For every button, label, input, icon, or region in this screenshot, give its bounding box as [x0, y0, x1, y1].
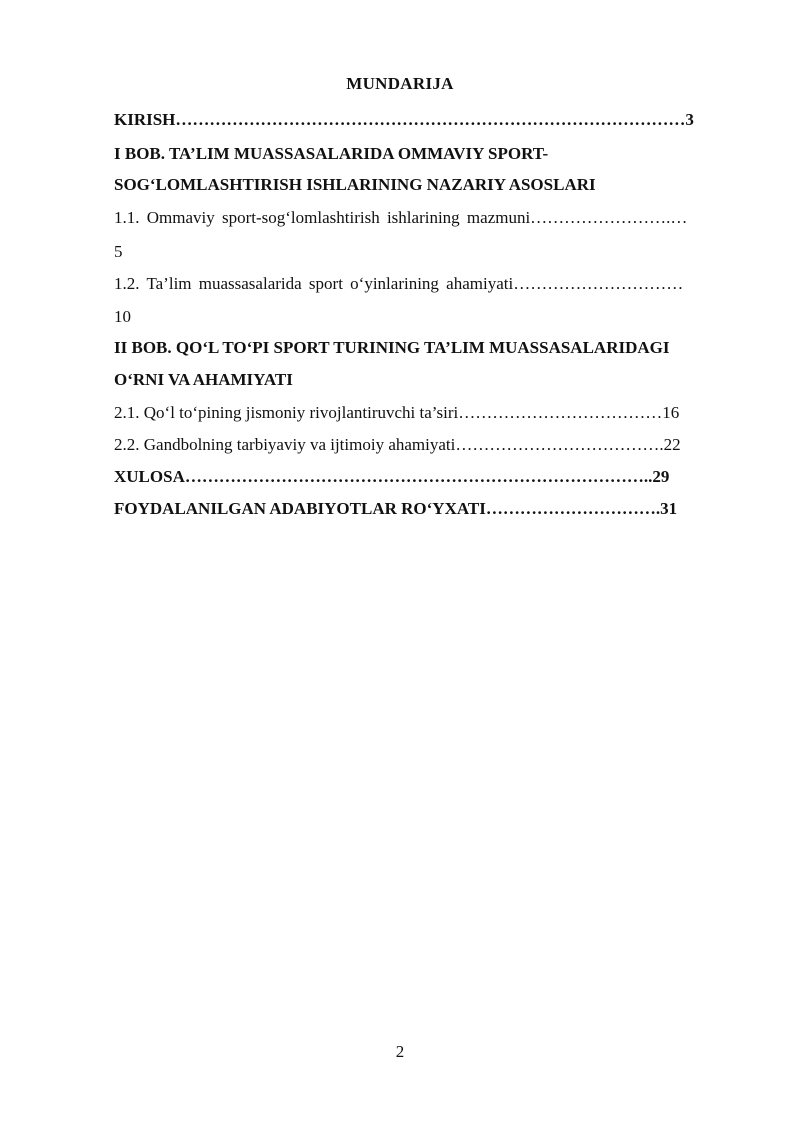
page-number: 2	[395, 1042, 405, 1061]
document-title: MUNDARIJA	[346, 74, 454, 93]
toc-entry-references: FOYDALANILGAN ADABIYOTLAR RO‘YXATI………………………….31	[114, 499, 678, 518]
toc-entry-section-1-2: 1.2. Ta’lim muassasalarida sport o‘yinlarining ahamiyati…………………………	[114, 274, 684, 293]
toc-entry-section-2-1: 2.1. Qo‘l to‘pining jismoniy rivojlantiruvchi ta’siri………………………………16	[114, 403, 680, 422]
toc-entry-chapter-2-line-1: II BOB. QO‘L TO‘PI SPORT TURINING TA’LIM MUASSASALARIDAGI	[114, 338, 670, 357]
toc-entry-chapter-2-line-2: O‘RNI VA AHAMIYATI	[114, 370, 293, 389]
toc-entry-section-1-2-page: 10	[114, 307, 131, 326]
toc-entry-kirish: KIRISH………………………………………………………………………………3	[114, 110, 694, 129]
toc-entry-xulosa: XULOSA………………………………………………………………………..29	[114, 467, 670, 486]
toc-entry-section-1-1: 1.1. Ommaviy sport-sog‘lomlashtirish ishlarining mazmuni…………………….…	[114, 208, 688, 227]
toc-entry-chapter-1-line-2: SOG‘LOMLASHTIRISH ISHLARINING NAZARIY ASOSLARI	[114, 175, 596, 194]
toc-entry-chapter-1-line-1: I BOB. TA’LIM MUASSASALARIDA OMMAVIY SPORT-	[114, 144, 549, 163]
toc-entry-section-2-2: 2.2. Gandbolning tarbiyaviy va ijtimoiy ahamiyati……………………………….22	[114, 435, 681, 454]
toc-entry-section-1-1-page: 5	[114, 242, 123, 261]
